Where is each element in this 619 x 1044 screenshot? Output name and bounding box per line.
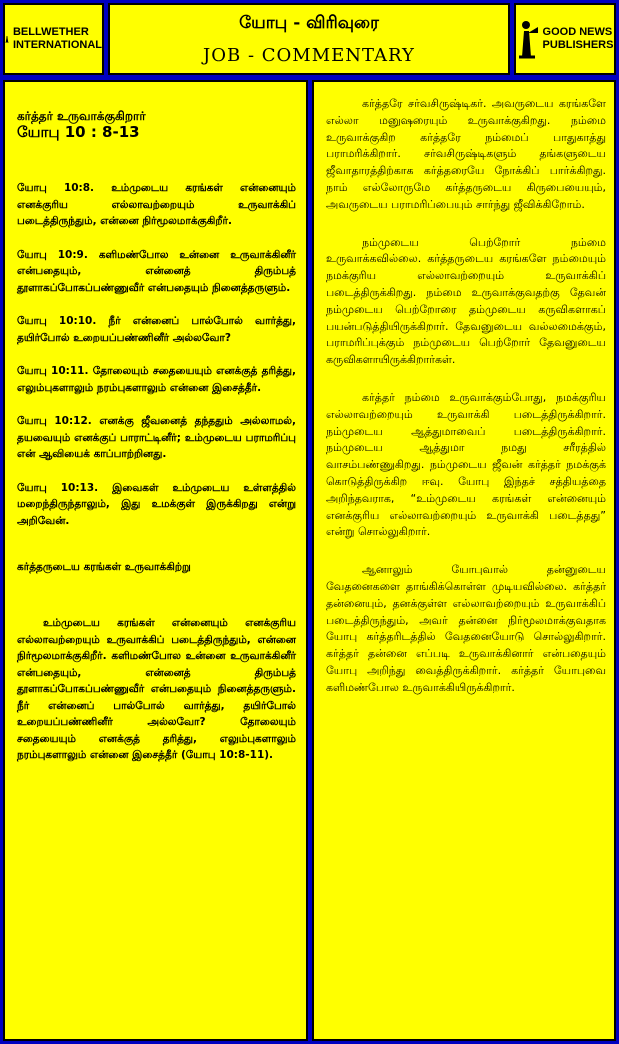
page-header: [108, 3, 510, 75]
verse-8: யோபு 10:8. உம்முடைய கரங்கள் என்னையும் எனக்குரிய எல்லாவற்றையும் உருவாக்கிப் படைத்திருந்தும், என்னை நிர்மூலமாக்குகிறீர்.: [17, 182, 296, 227]
scripture-column: [3, 80, 308, 1041]
subheading: கர்த்தருடைய கரங்கள் உருவாக்கிற்று: [17, 561, 191, 573]
title-english: JOB - COMMENTARY: [203, 45, 415, 66]
ram-icon: [5, 19, 9, 59]
verse-9: யோபு 10:9. களிமண்போல உன்னை உருவாக்கினீர் என்பதையும், என்னைத் திரும்பத் தூளாகப்போகப்பண்ணுவீர் என்பதையும் நினைத்தருளும்.: [17, 248, 296, 294]
section-title: கர்த்தர் உருவாக்குகிறார்: [17, 109, 146, 123]
commentary-paragraph-1: கர்த்தரே சர்வசிருஷ்டிகர். அவருடைய கரங்களே எல்லா மனுஷரையும் உருவாக்குகிறது. நம்மை உருவாக்குகிற கர்த்தரே நம்மைப் பாதுகாத்து பராமரிக்கிறார். சர்வசிருஷ்டிகளும் தங்களுடைய ஜீவாதாரத்திற்காக கர்த்தரையே நோக்கிப் பார்க்கிறது. நாம் எல்லோருமே கர்த்தருடைய கிருபையையும், அவருடைய பராமரிப்பையும் சார்ந்து ஜீவிக்கிறோம்.: [326, 97, 606, 211]
section-heading: [17, 108, 296, 140]
verse-12: யோபு 10:12. எனக்கு ஜீவனைத் தந்ததும் அல்லாமல், தயவையும் எனக்குப் பாராட்டினீர்; உம்முடைய பராமரிப்பு என் ஆவியைக் காப்பாற்றினது.: [17, 415, 296, 460]
verse-11: யோபு 10:11. தோலையும் சதையையும் எனக்குத் தரித்து, எலும்புகளாலும் நரம்புகளாலும் என்னை இசைத்தீர்.: [17, 365, 296, 394]
commentary-column: [312, 80, 616, 1041]
verse-13: யோபு 10:13. இவைகள் உம்முடைய உள்ளத்தில் மறைந்திருந்தாலும், இது உமக்குள் இருக்கிறது என்று அறிவேன்.: [17, 481, 296, 527]
commentary-paragraph-3: கர்த்தர் நம்மை உருவாக்கும்போது, நமக்குரிய எல்லாவற்றையும் உருவாக்கி படைத்திருக்கிறார். நம்முடைய ஆத்துமாவைப் படைத்திருக்கிறார். நம்முடைய ஆத்துமா நமது சரீரத்தில் வாசம்பண்ணுகிறது. நம்முடைய ஜீவன் கர்த்தர் நமக்குக் கொடுத்திருக்கிற ஈவு. யோபு இந்தச் சத்தியத்தை அறிந்தவராக, “உம்முடைய கரங்கள் என்னையும் எனக்குரிய எல்லாவற்றையும் உருவாக்கி படைத்தது” என்று சொல்லுகிறார்.: [326, 390, 606, 539]
commentary-paragraph-4: ஆனாலும் யோபுவால் தன்னுடைய வேதனைகளை தாங்கிக்கொள்ள முடியவில்லை. கர்த்தர் தன்னையும், தனக்குள்ள எல்லாவற்றையும் உருவாக்கிப் படைத்திருந்தும், அவர் தன்னை நிர்மூலமாக்குவதாக யோபு கர்த்தரிடத்தில் வேதனையோடு சொல்லுகிறார். கர்த்தர் தன்னை எப்படி உருவாக்கினார் என்பதையும் யோபு அறிந்து வைத்திருக்கிறார். கர்த்தர் யோபுவை களிமண்போல உருவாக்கியிருக்கிறார்.: [326, 563, 606, 694]
section-reference: யோபு 10 : 8-13: [17, 123, 140, 141]
logo-left-line-1: BELLWETHER: [12, 26, 89, 38]
verse-10: யோபு 10:10. நீர் என்னைப் பால்போல் வார்த்து, தயிர்போல் உறையப்பண்ணினீர் அல்லவோ?: [17, 315, 296, 344]
logo-right-line-2: PUBLISHERS: [542, 39, 614, 51]
logo-left-line-2: INTERNATIONAL: [12, 39, 102, 51]
good-news-logo: [514, 3, 616, 75]
trumpeter-icon: [517, 19, 539, 59]
bellwether-logo: [3, 3, 104, 75]
summary-paragraph: உம்முடைய கரங்கள் என்னையும் எனக்குரிய எல்லாவற்றையும் உருவாக்கிப் படைத்திருந்தும், என்னை நிர்மூலமாக்குகிறீர். களிமண்போல உன்னை உருவாக்கினீர் என்பதையும், என்னைத் திரும்பத் தூளாகப்போகப்பண்ணுவீர் என்பதையும் நினைத்தருளும். நீர் என்னைப் பால்போல் வார்த்து, தயிர்போல் உறையப்பண்ணினீர் அல்லவோ? தோலையும் சதையையும் எனக்குத் தரித்து, எலும்புகளாலும் நரம்புகளாலும் என்னை இசைத்தீர் (யோபு 10:8-11).: [17, 617, 296, 761]
logo-right-line-1: GOOD NEWS: [542, 26, 613, 38]
title-tamil: யோபு - விரிவுரை: [239, 13, 379, 33]
commentary-paragraph-2: நம்முடைய பெற்றோர் நம்மை உருவாக்கவில்லை. கர்த்தருடைய கரங்களே நம்மையும் நமக்குரிய எல்லாவற்றையும் உருவாக்கிப் படைத்திருக்கிறது. நம்மை உருவாக்குவதற்கு தேவன் நம்முடைய பெற்றோரை தம்முடைய கருவிகளாகப் பயன்படுத்தியிருக்கிறார். தேவனுடைய வல்லமைக்கும், பராமரிப்புக்கும் நம்முடைய பெற்றோர் தேவனுடைய கருவிகளாயிருக்கிறார்கள்.: [326, 235, 606, 367]
